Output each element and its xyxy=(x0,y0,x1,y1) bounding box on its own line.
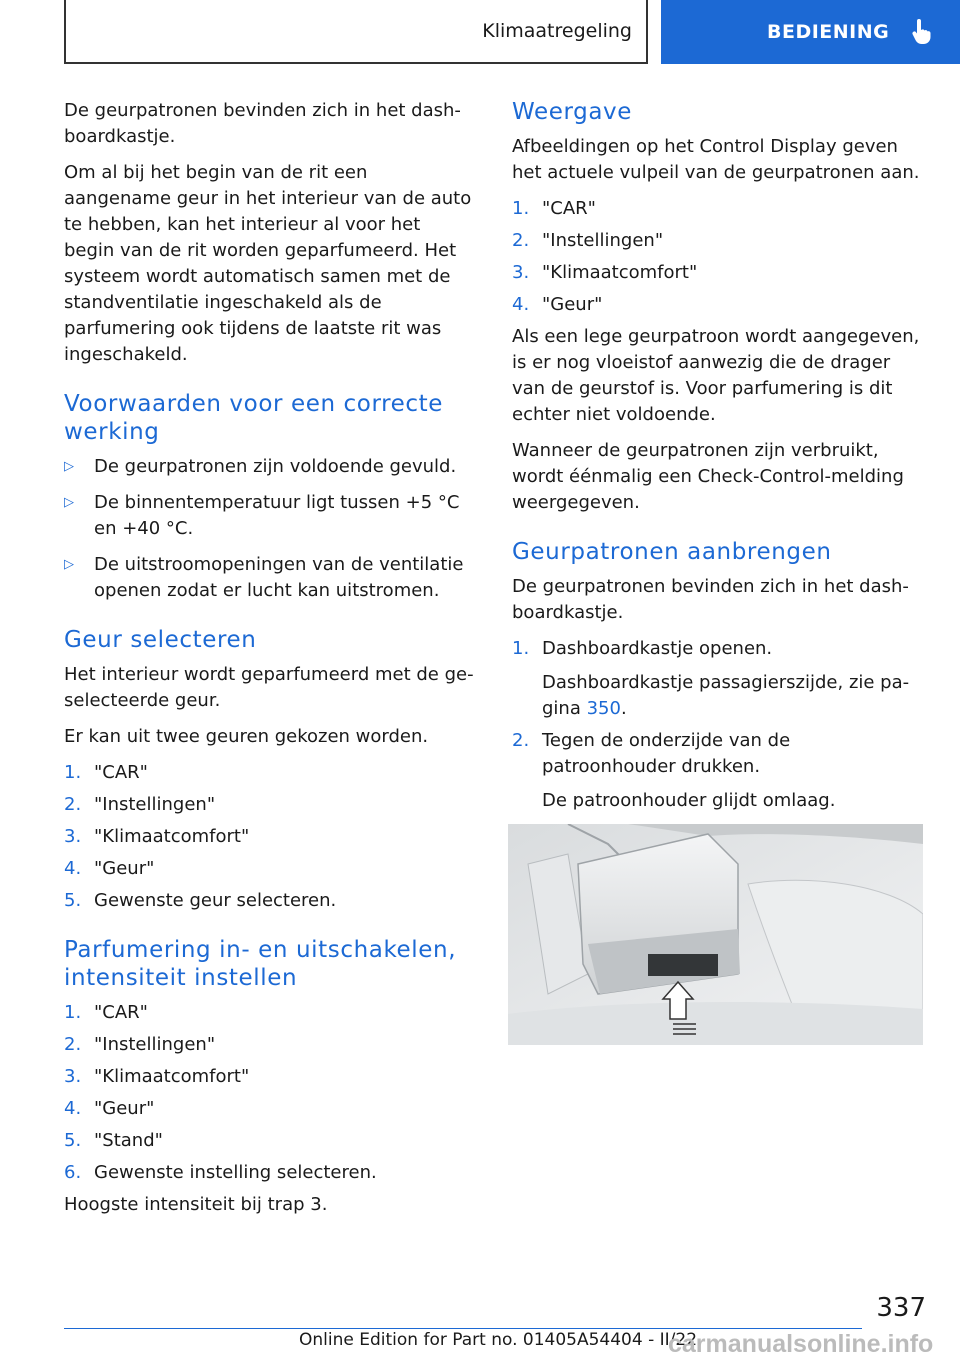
list-item: 3. "Klimaatcomfort" xyxy=(64,1066,250,1087)
header-chapter-tab xyxy=(661,0,960,64)
list-item: 5. "Stand" xyxy=(64,1130,163,1151)
perfuming-note: Hoogste intensiteit bij trap 3. xyxy=(64,1194,328,1215)
list-item: ▷ De geurpatronen zijn voldoende gevuld. xyxy=(64,454,476,480)
display-paragraph-1: Afbeeldingen op het Control Display geven het actuele vulpeil van de geurpatronen aan. xyxy=(512,136,920,183)
conditions-list xyxy=(64,454,476,604)
section-heading-conditions: Voorwaarden voor een correcte werking xyxy=(64,391,444,445)
install-steps xyxy=(512,636,924,814)
triangle-bullet-icon: ▷ xyxy=(64,459,74,474)
step-1-detail: Dashboardkastje passagierszijde, zie pagina 350. xyxy=(542,672,910,719)
glovebox-cartridge-photo xyxy=(508,824,923,1045)
pointing-hand-icon xyxy=(911,19,935,45)
header-section-title: Klimaatregeling xyxy=(482,20,632,42)
list-item: 2. Tegen de onderzijde van de patroonhouder drukken. De patroonhouder glijdt omlaag. xyxy=(512,728,924,814)
list-item: 3. "Klimaatcomfort" xyxy=(64,826,250,847)
select-scent-paragraph-2: Er kan uit twee geuren gekozen worden. xyxy=(64,726,429,747)
list-item: 2. "Instellingen" xyxy=(64,794,216,815)
list-item: ▷ De uitstroomopeningen van de ventilatie openen zodat er lucht kan uitstromen. xyxy=(64,554,464,601)
select-scent-paragraph-1: Het interieur wordt geparfumeerd met de geselecteerde geur. xyxy=(64,664,474,711)
list-item: 5. Gewenste geur selecteren. xyxy=(64,890,337,911)
list-item: 4. "Geur" xyxy=(64,1098,155,1119)
list-item: 1. "CAR" xyxy=(512,198,596,219)
page-number: 337 xyxy=(876,1293,926,1323)
intro-paragraph-2: Om al bij het begin van de rit een aangename geur in het interieur van de auto te hebben, kan het interieur al voor het begin van de rit worden geparfumeerd. Het systeem wordt automatisch samen met de standventilatie ingeschakeld als de parfumering ook tijdens de laatste rit was ingeschakeld. xyxy=(64,162,472,365)
intro-paragraph-1: De geurpatronen bevinden zich in het dashboardkastje. xyxy=(64,100,461,147)
list-item: 1. "CAR" xyxy=(64,1002,148,1023)
list-item: 4. "Geur" xyxy=(512,294,603,315)
display-steps xyxy=(512,196,924,318)
list-item: 3. "Klimaatcomfort" xyxy=(512,262,698,283)
section-heading-perfuming: Parfumering in- en uitschakelen, intensiteit instellen xyxy=(64,937,457,991)
list-item: ▷ De binnentemperatuur ligt tussen +5 °C en +40 °C. xyxy=(64,492,460,539)
list-item: 1. Dashboardkastje openen. Dashboardkastje passagierszijde, zie pagina 350. xyxy=(512,636,924,722)
step-2-detail: De patroonhouder glijdt omlaag. xyxy=(542,790,836,811)
header-section-box xyxy=(64,0,648,64)
footer-divider xyxy=(64,1328,862,1329)
list-item: 2. "Instellingen" xyxy=(64,1034,216,1055)
list-item: 2. "Instellingen" xyxy=(512,230,664,251)
watermark: carmanualsonline.info xyxy=(668,1330,934,1358)
select-scent-steps xyxy=(64,760,476,914)
edition-text: Online Edition for Part no. 01405A54404 - II/22 xyxy=(299,1330,698,1350)
left-column xyxy=(64,98,476,1228)
display-paragraph-2: Als een lege geurpatroon wordt aangegeven, is er nog vloeistof aanwezig die de drager van de geurstof is. Voor parfumering is dit echter niet voldoende. xyxy=(512,326,920,425)
triangle-bullet-icon: ▷ xyxy=(64,557,74,572)
list-item: 1. "CAR" xyxy=(64,762,148,783)
list-item: 6. Gewenste instelling selecteren. xyxy=(64,1162,377,1183)
section-heading-select-scent: Geur selecteren xyxy=(64,627,257,653)
install-paragraph-1: De geurpatronen bevinden zich in het dashboardkastje. xyxy=(512,576,909,623)
perfuming-steps xyxy=(64,1000,476,1186)
right-column xyxy=(512,98,924,820)
display-paragraph-3: Wanneer de geurpatronen zijn verbruikt, wordt éénmalig een Check-Control-melding weergegeven. xyxy=(512,440,904,513)
page-reference-link[interactable]: 350 xyxy=(586,698,621,719)
triangle-bullet-icon: ▷ xyxy=(64,495,74,510)
list-item: 4. "Geur" xyxy=(64,858,155,879)
section-heading-display: Weergave xyxy=(512,99,633,125)
header-chapter-title: BEDIENING xyxy=(767,21,890,43)
section-heading-install: Geurpatronen aanbrengen xyxy=(512,539,832,565)
